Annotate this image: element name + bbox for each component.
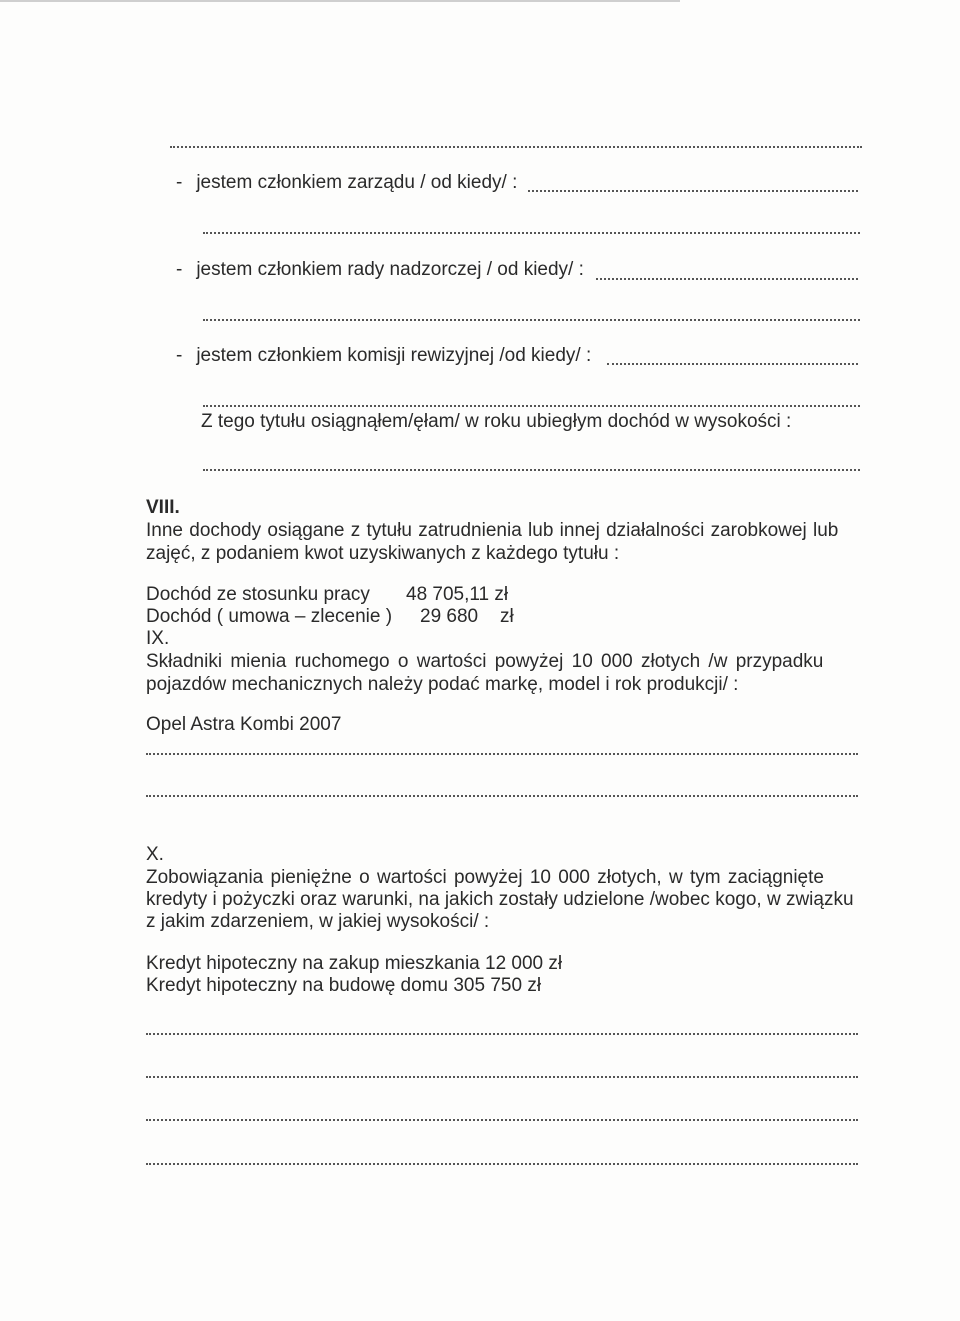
- section-9-field-2[interactable]: [146, 793, 858, 797]
- section-10-field-1[interactable]: [146, 1031, 858, 1035]
- board-membership-field[interactable]: [528, 188, 858, 192]
- section-10-field-4[interactable]: [146, 1161, 858, 1165]
- board-membership-label: jestem członkiem zarządu / od kiedy/ :: [196, 172, 518, 193]
- section-9-text-line-1: Składniki mienia ruchomego o wartości powyżej 10 000 złotych /w przypadku: [146, 651, 824, 672]
- supervisory-membership-field-2[interactable]: [203, 317, 860, 321]
- board-membership-field-2[interactable]: [203, 230, 860, 234]
- section-10-value-1: Kredyt hipoteczny na zakup mieszkania 12 000 zł: [146, 953, 563, 974]
- section-8-number: VIII.: [146, 497, 180, 518]
- section-9-value: Opel Astra Kombi 2007: [146, 714, 342, 735]
- section-10-text-line-3: z jakim zdarzeniem, w jakiej wysokości/ :: [146, 911, 490, 932]
- income-row-2-value: 29 680: [420, 606, 479, 627]
- income-row-1-value: 48 705,11 zł: [406, 584, 509, 605]
- bullet-dash: -: [176, 172, 183, 193]
- section-10-field-3[interactable]: [146, 1117, 858, 1121]
- section-9-text-line-2: pojazdów mechanicznych należy podać markę, model i rok produkcji/ :: [146, 674, 739, 695]
- section-10-value-2: Kredyt hipoteczny na budowę domu 305 750 zł: [146, 975, 542, 996]
- income-row-2-unit: zł: [500, 606, 514, 627]
- income-row-1-label: Dochód ze stosunku pracy: [146, 584, 370, 605]
- section-9-number: IX.: [146, 628, 170, 649]
- section-10-number: X.: [146, 844, 164, 865]
- scan-edge-line: [0, 0, 680, 2]
- bullet-dash: -: [176, 345, 183, 366]
- supervisory-membership-label: jestem członkiem rady nadzorczej / od kiedy/ :: [196, 259, 584, 280]
- section-10-text-line-1: Zobowiązania pieniężne o wartości powyżej 10 000 złotych, w tym zaciągnięte: [146, 867, 824, 888]
- supervisory-membership-line: [176, 259, 584, 281]
- audit-membership-label: jestem członkiem komisji rewizyjnej /od kiedy/ :: [196, 345, 592, 366]
- section-9-field[interactable]: [146, 751, 858, 755]
- audit-membership-field-2[interactable]: [203, 403, 860, 407]
- section-8-text-line-1: Inne dochody osiągane z tytułu zatrudnienia lub innej działalności zarobkowej lub: [146, 520, 839, 541]
- audit-membership-field[interactable]: [607, 361, 858, 365]
- bullet-dash: -: [176, 259, 183, 280]
- section-10-field-2[interactable]: [146, 1074, 858, 1078]
- dotted-line: [170, 144, 862, 148]
- supervisory-membership-field[interactable]: [596, 276, 858, 280]
- board-membership-line: [176, 172, 517, 194]
- membership-income-field[interactable]: [203, 467, 860, 471]
- section-8-text-line-2: zajęć, z podaniem kwot uzyskiwanych z każdego tytułu :: [146, 543, 620, 564]
- audit-membership-line: [176, 345, 591, 367]
- section-10-text-line-2: kredyty i pożyczki oraz warunki, na jakich zostały udzielone /wobec kogo, w związku: [146, 889, 854, 910]
- membership-income-label: Z tego tytułu osiągnąłem/ęłam/ w roku ubiegłym dochód w wysokości :: [201, 411, 792, 432]
- income-row-2-label: Dochód ( umowa – zlecenie ): [146, 606, 393, 627]
